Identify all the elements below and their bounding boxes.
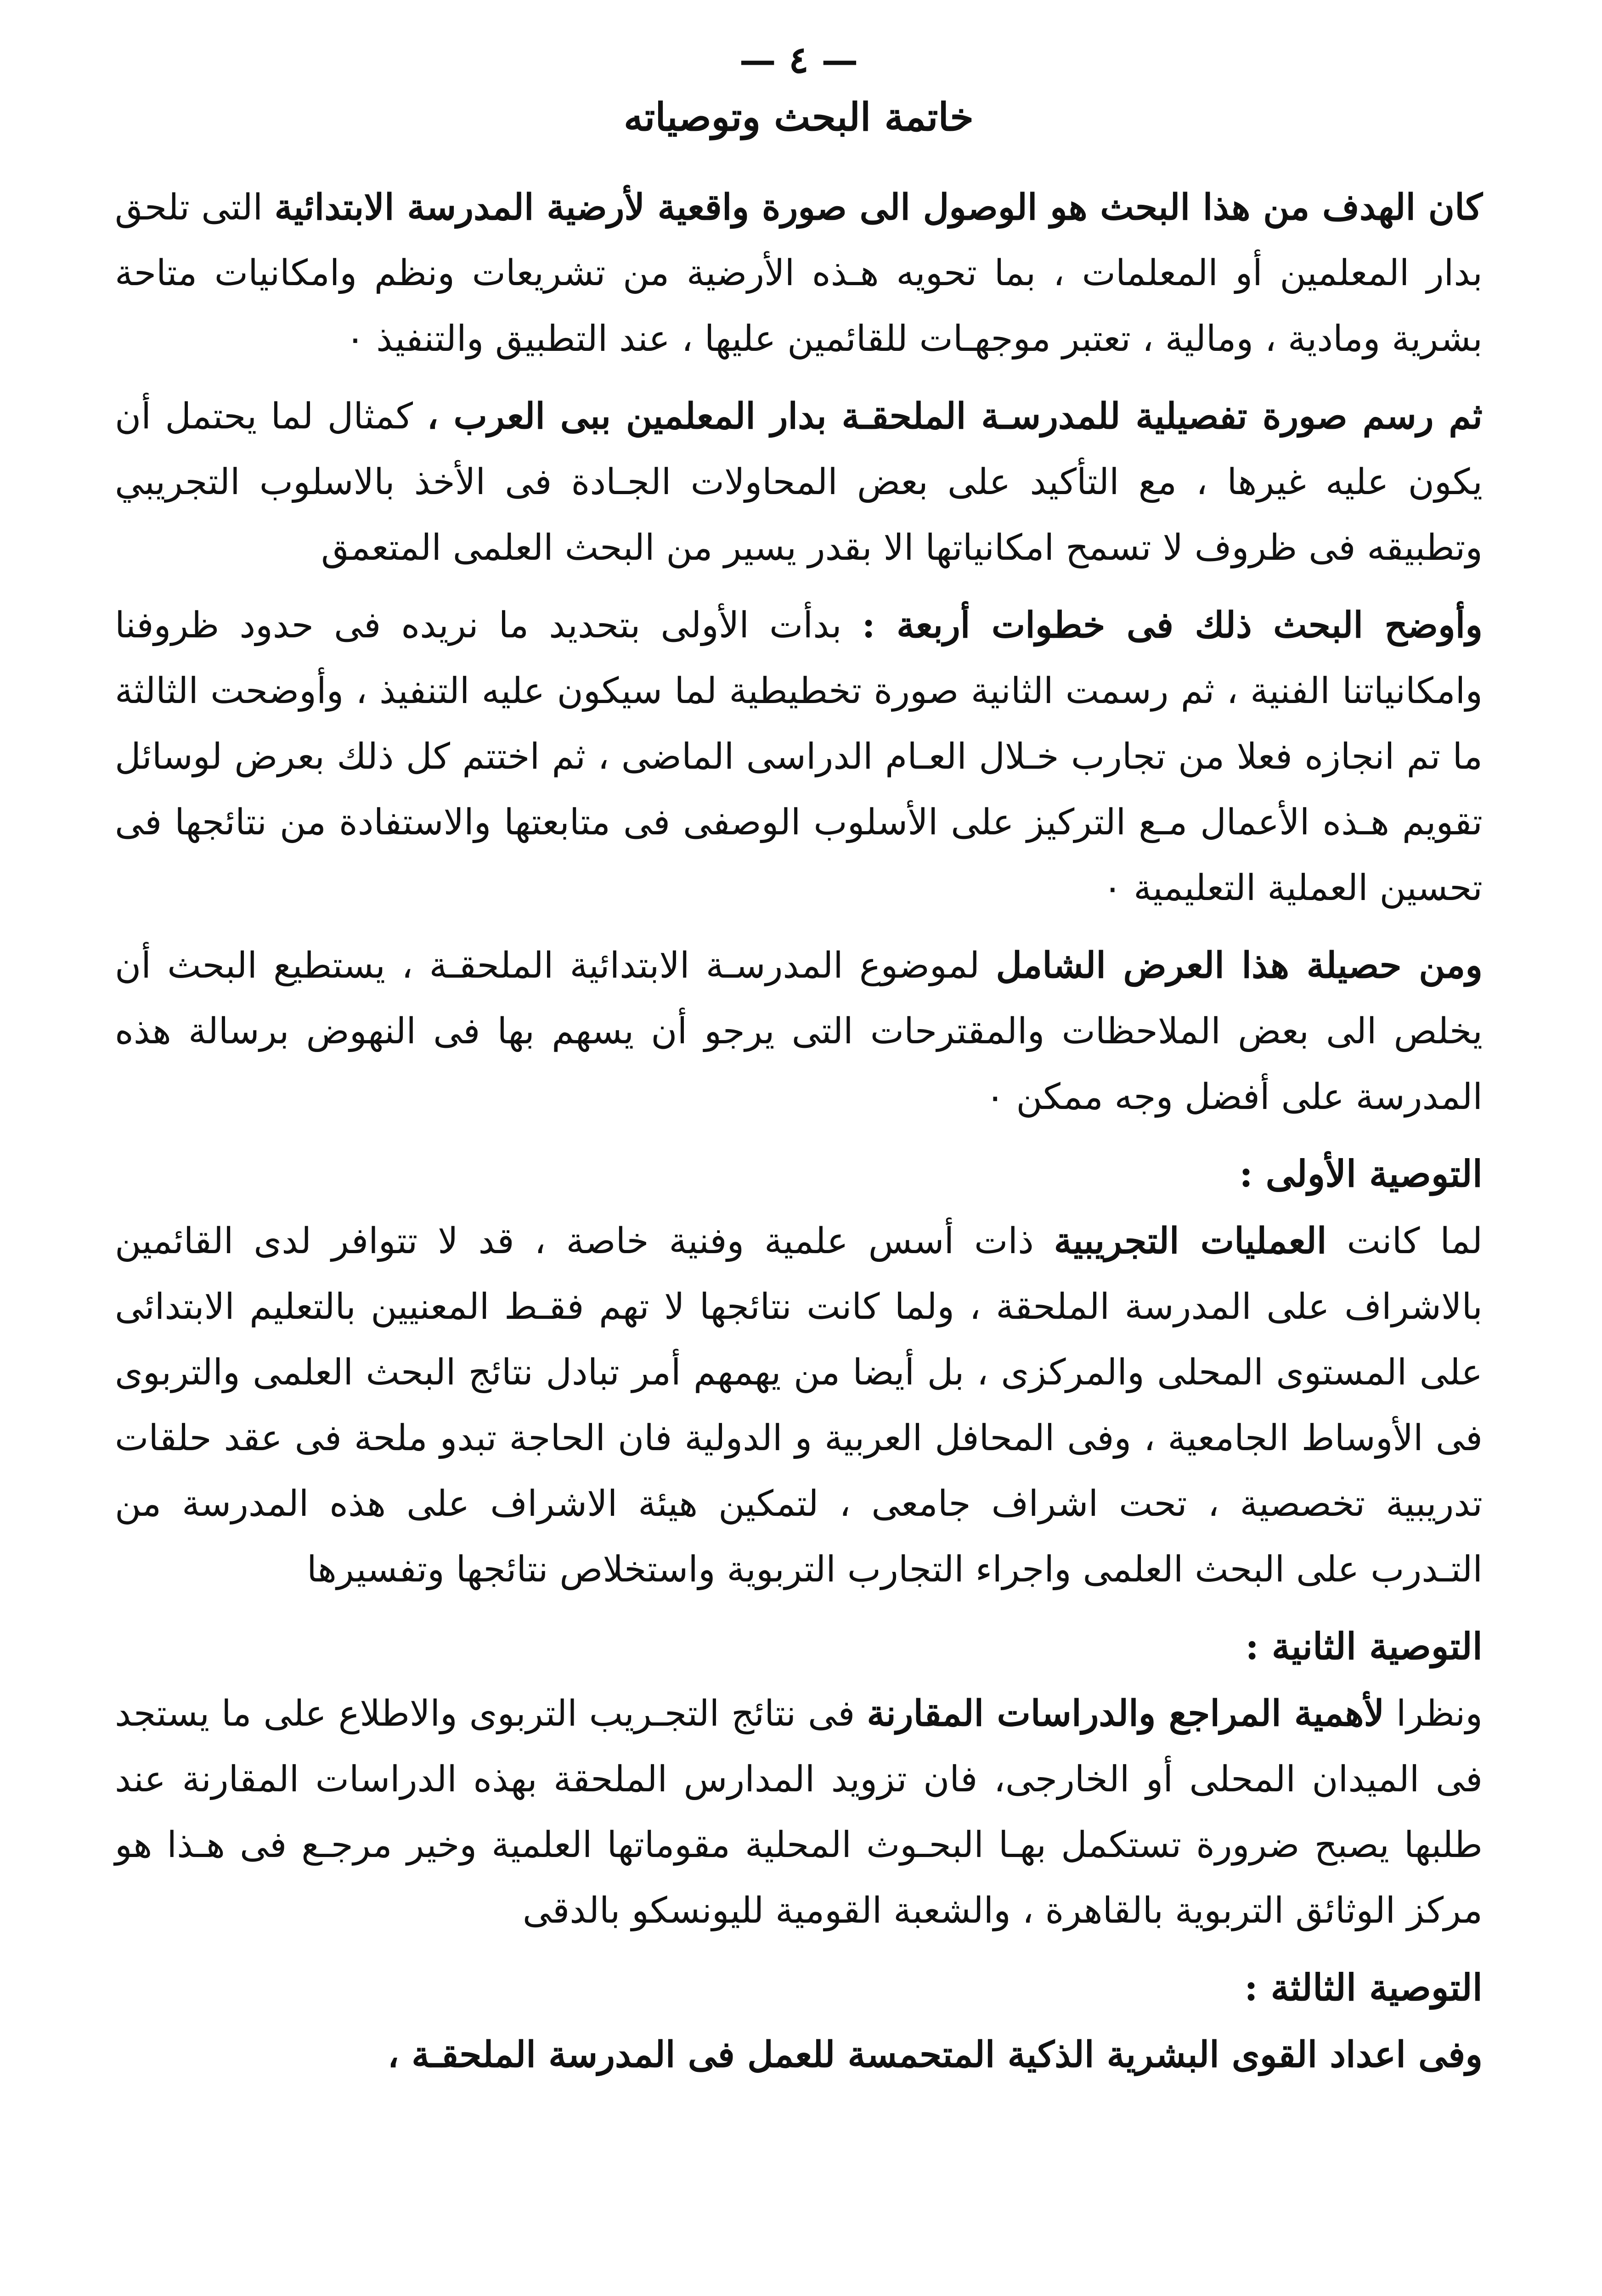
paragraph-3 (115, 592, 1483, 921)
page-content (115, 32, 1483, 2099)
recommendation-1-body (115, 1208, 1483, 1603)
paragraph-1-bold: كان الهدف من هذا البحث هو الوصول الى صورة واقعية لأرضية المدرسة الابتدائية (274, 186, 1483, 228)
recommendation-1-text: ذات أسس علمية وفنية خاصة ، قد لا تتوافر لدى القائمين بالاشراف على المدرسة الملحقة ، ولما كانت نتائجها لا تهم فقـط المعنيين بالتعليم الابتدائى على المستوى المحلى والمركزى ، بل أيضا من يهمهم أمر تبادل نتائج البحث العلمى والتربوى فى الأوساط الجامعية ، وفى المحافل العربية و الدولية فان الحاجة تبدو ملحة فى عقد حلقات تدريبية تخصصية ، تحت اشراف جامعى ، لتمكين هيئة الاشراف على هذه المدرسة من التـدرب على البحث العلمى واجراء التجارب التربوية واستخلاص نتائجها وتفسيرها (115, 1221, 1483, 1590)
paragraph-2 (115, 383, 1483, 581)
recommendation-1-heading: التوصية الأولى : (1239, 1152, 1483, 1195)
paragraph-4-text: لموضوع المدرسـة الابتدائية الملحقـة ، يستطيع البحث أن يخلص الى بعض الملاحظات والمقترحات التى يرجو أن يسهم بها فى النهوض برسالة هذه المدرسة على أفضل وجه ممكن ٠ (115, 945, 1483, 1118)
paragraph-3-text: بدأت الأولى بتحديد ما نريده فى حدود ظروفنا وامكانياتنا الفنية ، ثم رسمت الثانية صورة تخطيطية لما سيكون عليه التنفيذ ، وأوضحت الثالثة ما تم انجازه فعلا من تجارب خـلال العـام الدراسى الماضى ، ثم اختتم كل ذلك بعرض لوسائل تقويم هـذه الأعمال مـع التركيز على الأسلوب الوصفى فى متابعتها والاستفادة من نتائجها فى تحسين العملية التعليمية ٠ (115, 605, 1483, 909)
paragraph-3-bold: وأوضح البحث ذلك فى خطوات أربعة : (862, 604, 1483, 646)
paragraph-2-text: كمثال لما يحتمل أن يكون عليه غيرها ، مع التأكيد على بعض المحاولات الجـادة فى الأخذ بالاسلوب التجريبي وتطبيقه فى ظروف لا تسمح امكانياتها الا بقدر يسير من البحث العلمى المتعمق (115, 396, 1483, 568)
paragraph-1-text: التى تلحق بدار المعلمين أو المعلمات ، بما تحويه هـذه الأرضية من تشريعات ونظم وامكانيات متاحة بشرية ومادية ، ومالية ، تعتبر موجهـات للقائمين عليها ، عند التطبيق والتنفيذ ٠ (115, 187, 1483, 360)
page-title: خاتمة البحث وتوصياته (624, 94, 974, 140)
paragraph-4 (115, 933, 1483, 1130)
recommendation-3-bold: وفى اعداد القوى البشرية الذكية المتحمسة للعمل فى المدرسة الملحقـة ، (387, 2034, 1483, 2076)
recommendation-2-heading: التوصية الثانية : (1245, 1625, 1483, 1668)
recommendation-3-heading: التوصية الثالثة : (1244, 1966, 1483, 2009)
recommendation-3-body (115, 2022, 1483, 2088)
recommendation-2-text: فى نتائج التجـريب التربوى والاطلاع على ما يستجد فى الميدان المحلى أو الخارجى، فان تزويد المدارس الملحقة بهذه الدراسات المقارنة عند طلبها يصبح ضرورة تستكمل بهـا البحـوث المحلية مقوماتها العلمية وخير مرجـع فى هـذا هو مركز الوثائق التربوية بالقاهرة ، والشعبة القومية لليونسكو بالدقى (115, 1693, 1483, 1931)
recommendation-1-bold: العمليات التجريبية (1054, 1220, 1327, 1262)
recommendation-2-bold: لأهمية المراجع والدراسات المقارنة (867, 1693, 1384, 1734)
paragraph-2-bold: ثم رسم صورة تفصيلية للمدرسـة الملحقـة بدار المعلمين ببى العرب ، (427, 395, 1483, 437)
recommendation-2-lead: ونظرا (1384, 1693, 1483, 1734)
recommendation-1-lead: لما كانت (1326, 1221, 1483, 1262)
paragraph-4-bold: ومن حصيلة هذا العرض الشامل (996, 945, 1483, 986)
recommendation-2-body (115, 1681, 1483, 1944)
paragraph-1 (115, 174, 1483, 372)
chapter-number: — ٤ — (739, 38, 858, 81)
